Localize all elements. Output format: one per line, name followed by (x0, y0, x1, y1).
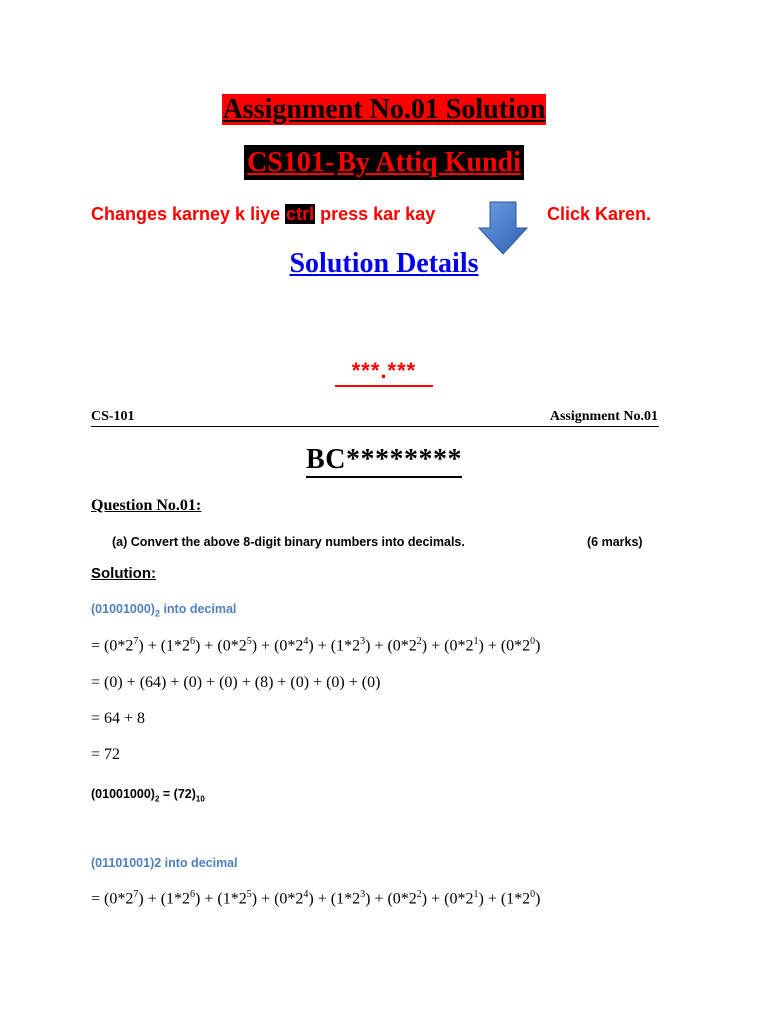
solution-heading: Solution: (91, 565, 156, 582)
solution1-step4: = 72 (91, 746, 121, 763)
masked-stars: ***.*** (351, 358, 417, 383)
solution1-result: $(01001000)_2 = (72)_{10}$ (91, 787, 205, 804)
masked-student-id: BC******** (0, 444, 768, 476)
click-instruction: Click Karen. (547, 204, 652, 224)
solution1-label: $(01001000)_2$ into decimal (91, 602, 237, 619)
document-title: Assignment No.01 Solution (222, 94, 546, 125)
doc-header-right: Assignment No.01 (549, 409, 658, 424)
stars-underline (335, 385, 433, 387)
solution-details-link[interactable]: Solution Details (289, 248, 479, 279)
instruction-text: Changes karney k liye ctrl press kar kay (91, 204, 436, 224)
doc-header-left: CS-101 (91, 409, 135, 424)
author-name: By Attiq Kundi (337, 145, 524, 180)
header-divider (91, 426, 659, 427)
question-part-a: (a) Convert the above 8-digit binary numbers into decimals. (112, 535, 465, 549)
course-code: CS101- (244, 145, 337, 180)
question-marks: (6 marks) (587, 535, 643, 549)
solution1-expansion: = $(0*2^7) + (1*2^6) + (0*2^5) + (0*2^4) + (1*2^3) + (0*2^2) + (0*2^1) + (0*2^0)$ (91, 636, 541, 655)
solution2-expansion: = $(0*2^7) + (1*2^6) + (1*2^5) + (0*2^4) + (1*2^3) + (0*2^2) + (0*2^1) + (1*2^0)$ (91, 889, 541, 908)
course-title (0, 147, 768, 179)
solution1-step3: = 64 + 8 (91, 710, 146, 727)
solution1-step2: = (0) + (64) + (0) + (0) + (8) + (0) + (0) + (0) (91, 674, 381, 691)
question-heading: Question No.01: (91, 497, 202, 514)
solution2-label: (01101001)2 into decimal (91, 856, 238, 870)
ctrl-key-label: ctrl (286, 204, 315, 224)
